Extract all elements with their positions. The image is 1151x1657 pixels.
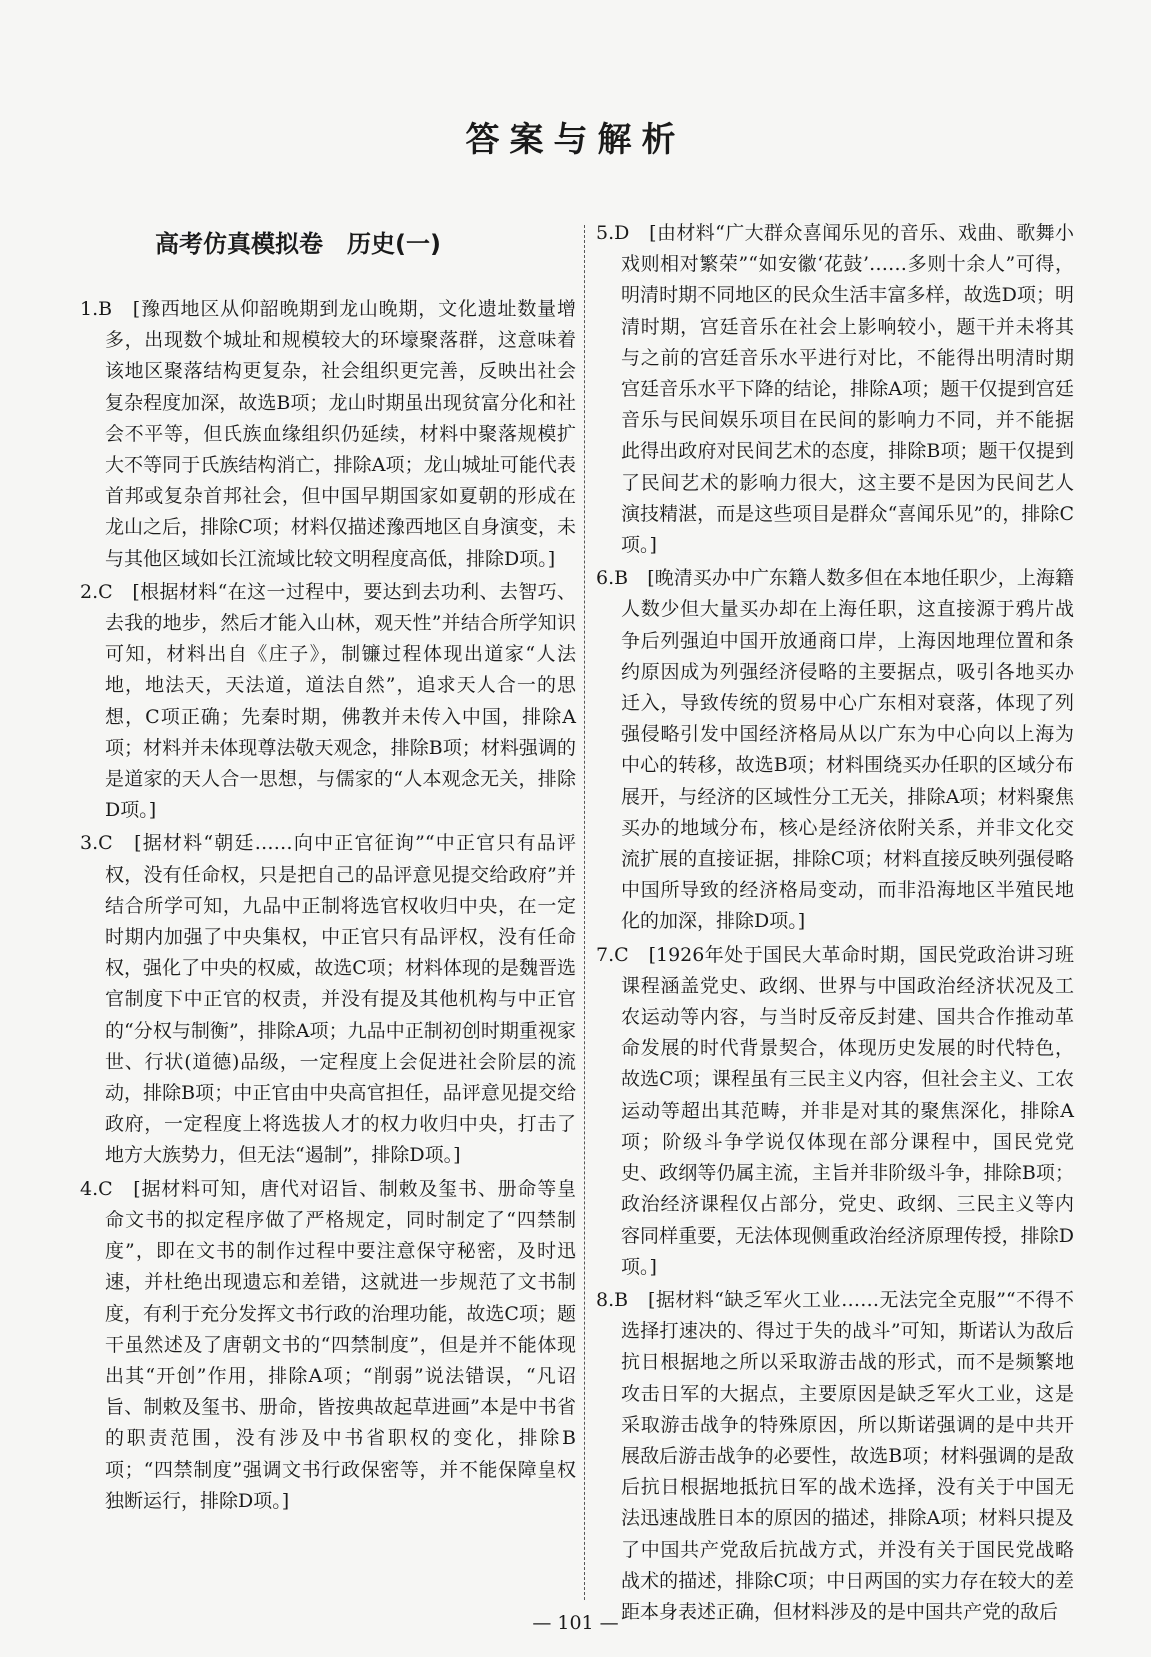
answer-item: 2.C [根据材料“在这一过程中，要达到去功利、去智巧、去我的地步，然后才能入山林，观天性”并结合所学知识可知，材料出自《庄子》，制镰过程体现出道家“人法地，地法天，天法道，道法自然”，追求天人合一的思想，C项正确；先秦时期，佛教并未传入中国，排除A项；材料并未体现尊法敬天观念，排除B项；材料强调的是道家的天人合一思想，与儒家的“人本观念无关，排除D项。] [80,580,576,822]
right-column [596,218,1074,1630]
answer-item: 8.B [据材料“缺乏军火工业……无法完全克服”“不得不选择打速决的、得过于失的战斗”可知，斯诺认为敌后抗日根据地之所以采取游击战的形式，而不是频繁地攻击日军的大据点，主要原因是缺乏军火工业，这是采取游击战争的特殊原因，所以斯诺强调的是中共开展敌后游击战争的必要性，故选B项；材料强调的是敌后抗日根据地抵抗日军的战术选择，没有关于中国无法迅速战胜日本的原因的描述，排除A项；材料只提及了中国共产党敌后抗战方式，并没有关于国民党战略战术的描述，排除C项；中日两国的实力存在较大的差距本身表述正确，但材料涉及的是中国共产党的敌后 [596,1288,1074,1623]
section-subtitle: 高考仿真模拟卷 历史(一) [155,230,441,258]
answer-item: 3.C [据材料“朝廷……向中正官征询”“中正官只有品评权，没有任命权，只是把自己的品评意见提交给政府”并结合所学可知，九品中正制将选官权收归中央，在一定时期内加强了中央集权，中正官只有品评权，没有任命权，强化了中央的权威，故选C项；材料体现的是魏晋选官制度下中正官的权责，并没有提及其他机构与中正官的“分权与制衡”，排除A项；九品中正制初创时期重视家世、行状(道德)品级，一定程度上会促进社会阶层的流动，排除B项；中正官由中央高官担任，品评意见提交给政府，一定程度上将选拔人才的权力收归中央，打击了地方大族势力，但无法“遏制”，排除D项。] [80,832,576,1167]
answer-item: 5.D [由材料“广大群众喜闻乐见的音乐、戏曲、歌舞小戏则相对繁荣”“如安徽‘花鼓’……多则十余人”可得，明清时期不同地区的民众生活丰富多样，故选D项；明清时期，宫廷音乐在社会上影响较小，题干并未将其与之前的宫廷音乐水平进行对比，不能得出明清时期宫廷音乐水平下降的结论，排除A项；题干仅提到宫廷音乐与民间娱乐项目在民间的影响力不同，并不能据此得出政府对民间艺术的态度，排除B项；题干仅提到了民间艺术的影响力很大，这主要不是因为民间艺人演技精湛，而是这些项目是群众“喜闻乐见”的，排除C项。] [596,222,1074,557]
column-divider [584,225,585,1600]
answer-item: 4.C [据材料可知，唐代对诏旨、制敕及玺书、册命等皇命文书的拟定程序做了严格规定，同时制定了“四禁制度”，即在文书的制作过程中要注意保守秘密，及时迅速，并杜绝出现遗忘和差错，这就进一步规范了文书制度，有利于充分发挥文书行政的治理功能，故选C项；题干虽然述及了唐朝文书的“四禁制度”，但是并不能体现出其“开创”作用，排除A项；“削弱”说法错误，“凡诏旨、制敕及玺书、册命，皆按典故起草进画”本是中书省的职责范围，没有涉及中书省职权的变化，排除B项；“四禁制度”强调文书行政保密等，并不能保障皇权独断运行，排除D项。] [80,1177,576,1512]
left-column [80,294,576,1519]
page-title: 答案与解析 [465,120,686,160]
page-number: — 101 — [532,1612,619,1634]
answer-item: 1.B [豫西地区从仰韶晚期到龙山晚期，文化遗址数量增多，出现数个城址和规模较大的环壕聚落群，这意味着该地区聚落结构更复杂，社会组织更完善，反映出社会复杂程度加深，故选B项；龙山时期虽出现贫富分化和社会不平等，但氏族血缘组织仍延续，材料中聚落规模扩大不等同于氏族结构消亡，排除A项；龙山城址可能代表首邦或复杂首邦社会，但中国早期国家如夏朝的形成在龙山之后，排除C项；材料仅描述豫西地区自身演变，未与其他区域如长江流域比较文明程度高低，排除D项。] [80,298,576,570]
answer-item: 7.C [1926年处于国民大革命时期，国民党政治讲习班课程涵盖党史、政纲、世界与中国政治经济状况及工农运动等内容，与当时反帝反封建、国共合作推动革命发展的时代背景契合，体现历史发展的时代特色，故选C项；课程虽有三民主义内容，但社会主义、工农运动等超出其范畴，并非是对其的聚焦深化，排除A项；阶级斗争学说仅体现在部分课程中，国民党党史、政纲等仍属主流，主旨并非阶级斗争，排除B项；政治经济课程仅占部分，党史、政纲、三民主义等内容同样重要，无法体现侧重政治经济原理传授，排除D项。] [596,943,1074,1278]
answer-item: 6.B [晚清买办中广东籍人数多但在本地任职少，上海籍人数少但大量买办却在上海任职，这直接源于鸦片战争后列强迫中国开放通商口岸，上海因地理位置和条约原因成为列强经济侵略的主要据点，吸引各地买办迁入，导致传统的贸易中心广东相对衰落，体现了列强侵略引发中国经济格局从以广东为中心向以上海为中心的转移，故选B项；材料围绕买办任职的区域分布展开，与经济的区域性分工无关，排除A项；材料聚焦买办的地域分布，核心是经济依附关系，并非文化交流扩展的直接证据，排除C项；材料直接反映列强侵略中国所导致的经济格局变动，而非沿海地区半殖民地化的加深，排除D项。] [596,567,1074,933]
